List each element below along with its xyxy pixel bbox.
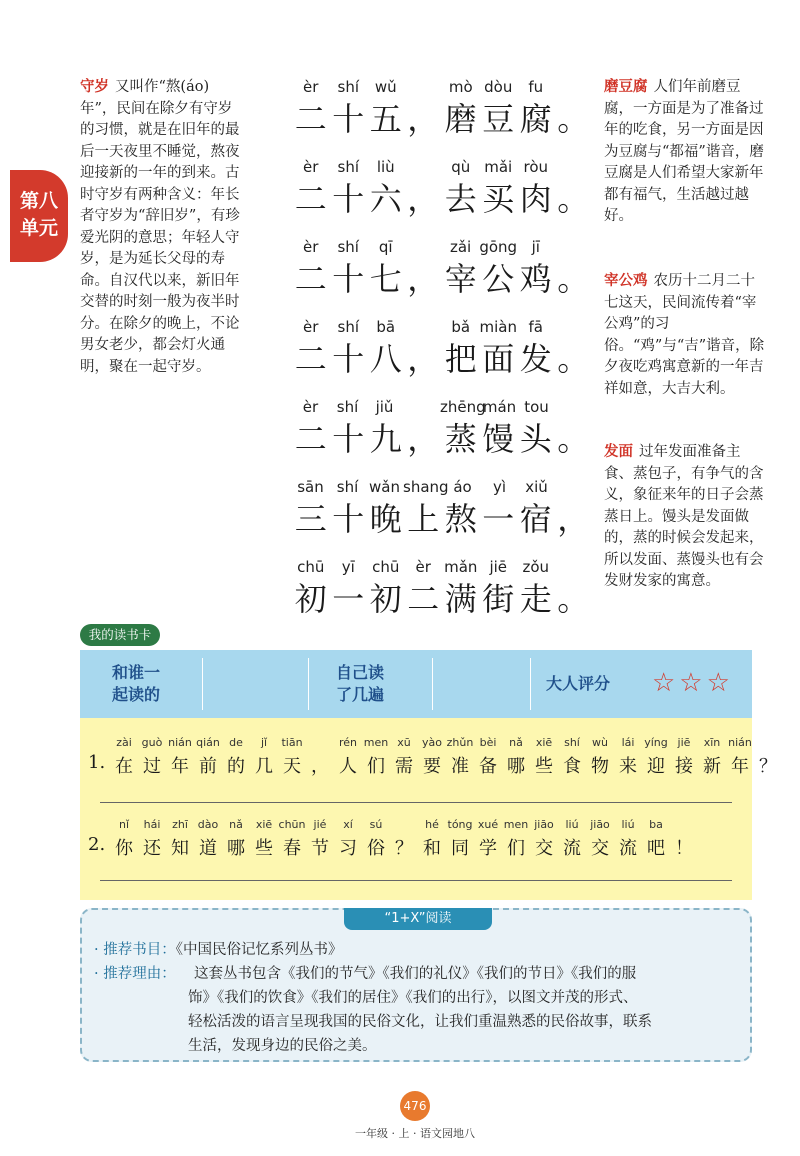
pinyin-syllable: men (503, 818, 529, 831)
pinyin-syllable: yào (422, 736, 442, 749)
note-text: 农历十二月二十七这天，民间流传着“宰公鸡”的习俗。“鸡”与“吉”谐音，除夕夜吃鸡寓意新的一年吉祥如意，大吉大利。 (604, 273, 765, 397)
reading-card (80, 650, 777, 900)
read-times-label (336, 662, 384, 706)
hanzi-char: 你 (115, 838, 133, 859)
pinyin-syllable: sú (369, 818, 383, 831)
label-line: 了几遍 (336, 685, 385, 704)
pinyin-syllable: xí (343, 818, 353, 831)
pinyin-syllable: nǎ (509, 736, 523, 749)
note-shousui (80, 76, 242, 378)
adult-rating-label: 大人评分 (546, 674, 611, 693)
question-pinyin (110, 736, 782, 752)
rhyme-characters (292, 578, 592, 620)
hanzi-char: 吧 (647, 838, 665, 859)
pinyin-syllable: yī (341, 558, 355, 576)
hanzi-char: ， (407, 100, 440, 138)
pinyin-syllable: èr (302, 398, 319, 416)
hanzi-char: 十 (332, 180, 365, 218)
pinyin-syllable: guò (141, 736, 163, 749)
rhyme-characters (292, 338, 592, 380)
pinyin-syllable: jié (313, 818, 327, 831)
pinyin-syllable (555, 158, 593, 178)
hanzi-char: 去 (444, 180, 477, 218)
hanzi-char: 一 (332, 580, 365, 618)
rhyme-characters (292, 418, 592, 460)
divider (432, 658, 433, 710)
hanzi-char: 要 (423, 756, 441, 777)
hanzi-char: 蒸 (444, 420, 477, 458)
question-1 (88, 736, 782, 778)
hanzi-char: 熬 (444, 500, 477, 538)
pinyin-syllable: èr (303, 78, 319, 96)
rhyme-line (292, 558, 592, 620)
book-title: 《中国民俗记忆系列丛书》 (175, 942, 343, 958)
pinyin-syllable (405, 158, 443, 178)
pinyin-syllable: bā (376, 318, 396, 336)
hanzi-char: 腐 (519, 100, 552, 138)
hanzi-char: 买 (482, 180, 515, 218)
hanzi-char: 节 (311, 838, 329, 859)
pinyin-syllable: shí (337, 238, 359, 256)
hanzi-char: ， (407, 340, 440, 378)
note-zaigongji (604, 270, 768, 400)
hanzi-char: 上 (407, 500, 440, 538)
hanzi-char: 发 (519, 340, 552, 378)
hanzi-char: 备 (479, 756, 497, 777)
rhyme-line (292, 78, 592, 140)
hanzi-char: 肉 (519, 180, 552, 218)
hanzi-char: 宿 (519, 500, 552, 538)
hanzi-char: 二 (294, 180, 327, 218)
hanzi-char: 满 (444, 580, 477, 618)
pinyin-syllable: chū (372, 558, 400, 576)
hanzi-char: 接 (675, 756, 693, 777)
note-term: 发面 (604, 443, 633, 460)
pinyin-syllable (555, 238, 592, 258)
reason-line: 饰》《我们的饮食》《我们的居住》《我们的出行》，以图文并茂的形式、 (188, 990, 638, 1006)
rhyme-pinyin (292, 238, 592, 258)
pinyin-syllable: dòu (484, 78, 513, 96)
hanzi-char: 十 (332, 340, 365, 378)
x-reading-badge: “1+X”阅读 (344, 908, 492, 930)
rhyme-characters (292, 98, 592, 140)
unit-tab-line-2: 单元 (19, 217, 58, 239)
pinyin-syllable: xū (397, 736, 411, 749)
hanzi-char: 九 (369, 420, 402, 458)
hanzi-char: ， (407, 180, 440, 218)
pinyin-syllable (403, 398, 440, 418)
pinyin-syllable: shang (403, 478, 449, 496)
rhyme-pinyin (292, 478, 592, 498)
pinyin-syllable: shí (336, 398, 359, 416)
pinyin-syllable: nián (728, 736, 752, 749)
pinyin-syllable: dào (197, 818, 219, 831)
rhyme-pinyin (292, 158, 592, 178)
pinyin-syllable: xiē (255, 818, 273, 831)
hanzi-char: ？ (395, 838, 413, 859)
pinyin-syllable: nǎ (229, 818, 243, 831)
pinyin-syllable: wǎn (369, 478, 400, 496)
note-text: 人们年前磨豆腐，一方面是为了准备过年的吃食，另一方面是因为豆腐与“都福”谐音，磨豆腐是人们希望大家新年都有福气，生活越过越好。 (604, 79, 764, 224)
recommended-book-row (94, 938, 342, 962)
hanzi-char: ？ (759, 756, 777, 777)
reading-card-title: 我的读书卡 (80, 624, 160, 646)
hanzi-char: 迎 (647, 756, 665, 777)
pinyin-syllable: jiē (489, 558, 508, 576)
reason-line: 轻松活泼的语言呈现我国的民俗文化，让我们重温熟悉的民俗故事，联系 (188, 1014, 652, 1030)
reason-label-row (94, 962, 176, 986)
pinyin-syllable: men (363, 736, 389, 749)
hanzi-char: 学 (479, 838, 497, 859)
hanzi-char: 八 (369, 340, 402, 378)
pinyin-syllable: wǔ (374, 78, 397, 96)
hanzi-char: 需 (395, 756, 413, 777)
rhyme-pinyin (292, 558, 592, 578)
hanzi-char: 新 (703, 756, 721, 777)
pinyin-syllable: qù (451, 158, 471, 176)
pinyin-syllable (555, 558, 593, 578)
divider (308, 658, 309, 710)
reading-card-questions (80, 718, 777, 900)
hanzi-char: 。 (557, 100, 590, 138)
rhyme-pinyin (292, 398, 592, 418)
hanzi-char: 公 (482, 260, 515, 298)
hanzi-char: 五 (369, 100, 402, 138)
hanzi-char: 街 (482, 580, 515, 618)
pinyin-syllable: de (229, 736, 243, 749)
hanzi-char: 来 (619, 756, 637, 777)
rhyme-pinyin (292, 78, 592, 98)
rhyme-characters (292, 498, 592, 540)
pinyin-syllable: jiāo (590, 818, 610, 831)
pinyin-syllable: fu (528, 78, 544, 96)
note-famian (604, 441, 768, 593)
hanzi-char: 流 (619, 838, 637, 859)
pinyin-syllable: sān (297, 478, 324, 496)
pinyin-syllable: mǎi (484, 158, 513, 176)
hanzi-char: 。 (557, 260, 590, 298)
hanzi-char: 。 (557, 580, 590, 618)
rhyme-line (292, 398, 592, 460)
pinyin-syllable: liú (621, 818, 635, 831)
reason-label: · 推荐理由： (94, 966, 176, 982)
hanzi-char: 豆 (482, 100, 515, 138)
pinyin-syllable: bèi (479, 736, 497, 749)
hanzi-char: 人 (339, 756, 357, 777)
note-term: 守岁 (80, 78, 109, 95)
question-text (88, 834, 698, 860)
hanzi-char: 些 (535, 756, 553, 777)
hanzi-char: 过 (143, 756, 161, 777)
pinyin-syllable (306, 736, 334, 752)
pinyin-syllable: xiǔ (525, 478, 548, 496)
hanzi-char: 哪 (227, 838, 245, 859)
hanzi-char: 道 (199, 838, 217, 859)
hanzi-char: 二 (294, 100, 327, 138)
hanzi-char: 前 (199, 756, 217, 777)
hanzi-char: 二 (407, 580, 440, 618)
rhyme-pinyin (292, 318, 592, 338)
hanzi-char: 。 (557, 180, 590, 218)
hanzi-char: 头 (519, 420, 552, 458)
hanzi-char: 习 (339, 838, 357, 859)
note-modoufu (604, 76, 768, 228)
reading-card-header (80, 650, 752, 718)
pinyin-syllable: hái (143, 818, 161, 831)
hanzi-char: 物 (591, 756, 609, 777)
pinyin-syllable: fā (528, 318, 543, 336)
hanzi-char: 六 (369, 180, 402, 218)
hanzi-char: 一 (482, 500, 515, 538)
label-line: 自己读 (336, 663, 385, 682)
hanzi-char: 知 (171, 838, 189, 859)
hanzi-char: 们 (367, 756, 385, 777)
hanzi-char: 年 (171, 756, 189, 777)
hanzi-char: 同 (451, 838, 469, 859)
pinyin-syllable (404, 238, 441, 258)
pinyin-syllable (555, 78, 593, 98)
pinyin-syllable (555, 398, 592, 418)
hanzi-char: 鸡 (519, 260, 552, 298)
answer-line-1[interactable] (100, 802, 732, 803)
pinyin-syllable (405, 78, 443, 98)
question-2 (88, 818, 698, 860)
pinyin-syllable: chūn (278, 818, 306, 831)
hanzi-char: 些 (255, 838, 273, 859)
pinyin-syllable: tiān (281, 736, 303, 749)
divider (530, 658, 531, 710)
pinyin-syllable: shí (336, 478, 359, 496)
hanzi-char: 俗 (367, 838, 385, 859)
hanzi-char: 把 (444, 340, 477, 378)
pinyin-syllable: tóng (447, 818, 473, 831)
pinyin-syllable: wù (592, 736, 608, 749)
pinyin-syllable: mǎn (444, 558, 478, 576)
note-text: 过年发面准备主食、蒸包子，有争气的含义，象征来年的日子会蒸蒸日上。馒头是发面做的，蒸的时候会发起来，所以发面、蒸馒头也有会发财发家的寓意。 (604, 444, 764, 589)
hanzi-char: 走 (519, 580, 552, 618)
pinyin-syllable: xué (477, 818, 499, 831)
hanzi-char: 十 (332, 260, 365, 298)
rhyme-line (292, 478, 592, 540)
note-text: 又叫作“熬(áo)年”，民间在除夕有守岁的习惯，就是在旧年的最后一天夜里不睡觉，熬夜迎接新的一年的到来。古时守岁有两种含义：年长者守岁为“辞旧岁”，有珍爱光阴的意思；年轻人守岁，是为延长父母的寿命。自汉代以来，新旧年交替的时刻一般为夜半时分。在除夕的晚上，不论男女老少，都会灯火通明，聚在一起守岁。 (80, 79, 240, 375)
pinyin-syllable: yíng (644, 736, 668, 749)
pinyin-syllable: jǐ (260, 736, 268, 749)
hanzi-char: 二 (294, 340, 327, 378)
rhyme-line (292, 158, 592, 220)
hanzi-char: 哪 (507, 756, 525, 777)
hanzi-char: 初 (369, 580, 402, 618)
hanzi-char: 二 (294, 260, 327, 298)
hanzi-char: 三 (294, 500, 327, 538)
pinyin-syllable: nián (168, 736, 192, 749)
hanzi-char: 交 (535, 838, 553, 859)
pinyin-syllable: zhǔn (446, 736, 474, 749)
hanzi-char: 们 (507, 838, 525, 859)
hanzi-char: ！ (675, 838, 693, 859)
hanzi-char: 交 (591, 838, 609, 859)
hanzi-char: 初 (294, 580, 327, 618)
unit-tab-line-1: 第八 (19, 190, 58, 212)
pinyin-syllable: èr (303, 158, 319, 176)
question-text (88, 752, 782, 778)
hanzi-char: 流 (563, 838, 581, 859)
hanzi-char: 在 (115, 756, 133, 777)
pinyin-syllable: jiǔ (375, 398, 394, 416)
unit-tab (10, 170, 68, 262)
rhyme-line (292, 318, 592, 380)
pinyin-syllable: qián (196, 736, 220, 749)
pinyin-syllable (390, 818, 418, 834)
question-pinyin (110, 818, 698, 834)
pinyin-syllable: lái (621, 736, 635, 749)
hanzi-char: 。 (557, 340, 590, 378)
question-number: 2. (88, 834, 106, 855)
hanzi-char: 准 (451, 756, 469, 777)
pinyin-syllable: bǎ (451, 318, 471, 336)
rhyme-characters (292, 258, 592, 300)
hanzi-char: ， (311, 756, 329, 777)
hanzi-char: 几 (255, 756, 273, 777)
pinyin-syllable: áo (453, 478, 472, 496)
reason-line: 这套丛书包含《我们的节气》《我们的礼仪》《我们的节日》《我们的服 (194, 966, 637, 982)
reason-line: 生活，发现身边的民俗之美。 (188, 1038, 377, 1054)
answer-line-2[interactable] (100, 880, 732, 881)
pinyin-syllable: jiāo (534, 818, 554, 831)
note-term: 磨豆腐 (604, 78, 648, 95)
pinyin-syllable: rén (338, 736, 358, 749)
pinyin-syllable: shí (337, 158, 359, 176)
label-line: 和谁一 (112, 663, 161, 682)
pinyin-syllable: èr (303, 238, 319, 256)
hanzi-char: 宰 (444, 260, 477, 298)
pinyin-syllable: chū (297, 558, 325, 576)
pinyin-syllable (555, 318, 593, 338)
pinyin-syllable: zǎi (449, 238, 472, 256)
hanzi-char: ， (407, 420, 440, 458)
x-reading-box (80, 908, 752, 1062)
star-rating[interactable]: ☆☆☆ (652, 668, 734, 698)
pinyin-syllable: èr (303, 318, 319, 336)
note-term: 宰公鸡 (604, 272, 648, 289)
rhyme-line (292, 238, 592, 300)
hanzi-char: 天 (283, 756, 301, 777)
hanzi-char: 的 (227, 756, 245, 777)
page-footer: 一年级 · 上 · 语文园地八 (355, 1127, 475, 1140)
hanzi-char: ， (407, 260, 440, 298)
pinyin-syllable: miàn (479, 318, 517, 336)
hanzi-char: 面 (482, 340, 515, 378)
rhyme-characters (292, 178, 592, 220)
pinyin-syllable: ròu (523, 158, 549, 176)
pinyin-syllable: qī (378, 238, 393, 256)
book-label: · 推荐书目： (94, 942, 176, 958)
hanzi-char: 春 (283, 838, 301, 859)
divider (202, 658, 203, 710)
hanzi-char: 二 (294, 420, 327, 458)
hanzi-char: 馒 (482, 420, 515, 458)
pinyin-syllable: yì (492, 478, 507, 496)
page-number: 476 (400, 1091, 430, 1121)
pinyin-syllable (670, 818, 698, 834)
pinyin-syllable (754, 736, 782, 752)
hanzi-char: 。 (557, 420, 590, 458)
pinyin-syllable: zài (116, 736, 132, 749)
pinyin-syllable: jī (531, 238, 540, 256)
pinyin-syllable: zǒu (522, 558, 550, 576)
pinyin-syllable: liù (376, 158, 395, 176)
pinyin-syllable: xīn (703, 736, 721, 749)
hanzi-char: 和 (423, 838, 441, 859)
pinyin-syllable: gōng (479, 238, 518, 256)
question-number: 1. (88, 752, 106, 773)
hanzi-char: 磨 (444, 100, 477, 138)
pinyin-syllable: èr (415, 558, 431, 576)
pinyin-syllable (405, 318, 443, 338)
hanzi-char: 年 (731, 756, 749, 777)
pinyin-syllable: mò (448, 78, 473, 96)
pinyin-syllable: jiē (677, 736, 691, 749)
hanzi-char: 七 (369, 260, 402, 298)
reason-text (188, 962, 744, 1058)
label-line: 起读的 (112, 685, 161, 704)
hanzi-char: 十 (332, 500, 365, 538)
hanzi-char: 晚 (369, 500, 402, 538)
pinyin-syllable: hé (425, 818, 439, 831)
hanzi-char: 十 (332, 100, 365, 138)
hanzi-char: ， (557, 500, 590, 538)
pinyin-syllable: shí (337, 318, 359, 336)
hanzi-char: 十 (332, 420, 365, 458)
pinyin-syllable: ba (649, 818, 663, 831)
pinyin-syllable: zhī (172, 818, 188, 831)
pinyin-syllable: xiē (535, 736, 553, 749)
pinyin-syllable (555, 478, 592, 498)
hanzi-char: 食 (563, 756, 581, 777)
pinyin-syllable: tou (524, 398, 549, 416)
pinyin-syllable: shí (337, 78, 359, 96)
read-with-label (112, 662, 160, 706)
pinyin-syllable: mán (482, 398, 517, 416)
pinyin-syllable: nǐ (118, 818, 130, 831)
pinyin-syllable: shí (564, 736, 580, 749)
pinyin-syllable: liú (565, 818, 579, 831)
pinyin-syllable: zhēng (440, 398, 486, 416)
hanzi-char: 还 (143, 838, 161, 859)
